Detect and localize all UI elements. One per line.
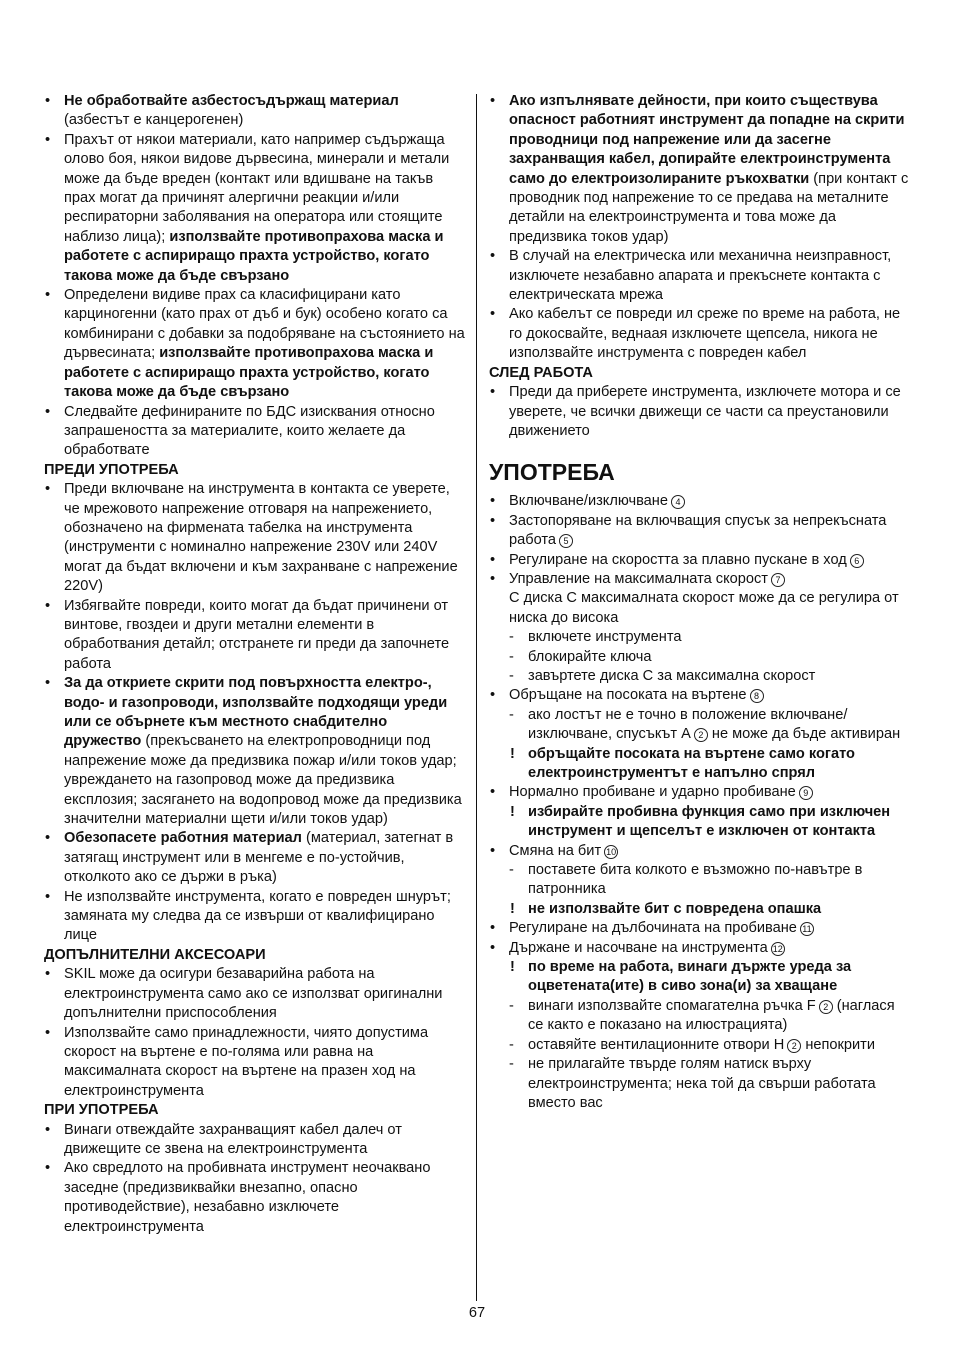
left-column bbox=[44, 92, 466, 1237]
dash-item: - поставете бита колкото е възможно по-навътре в патронника bbox=[489, 861, 911, 900]
text: SKIL може да осигури безаварийна работа на електроинструмента само ако се използват оригинални допълнителни приспособления bbox=[64, 966, 443, 1022]
text: винаги използвайте спомагателна ръчка F bbox=[528, 997, 816, 1014]
list-item bbox=[489, 247, 911, 305]
list-item bbox=[489, 842, 911, 861]
text: (азбестът е канцерогенен) bbox=[64, 112, 244, 129]
dash-item: - включете инструмента bbox=[489, 628, 911, 647]
list-item bbox=[44, 1024, 466, 1102]
bold-text: Ако изпълнявате дейности, при които съществува опасност работният инструмент да попадне на скрити проводници под напрежение или да засегне захранващия кабел, допирайте електроинструмента само до електроизолираните ръкохватки bbox=[509, 93, 905, 187]
bold-text: използвайте противопрахова маска и работете с аспириращо прахта устройство, когато такова може да бъде свързано bbox=[64, 228, 444, 284]
figure-ref-badge: 4 bbox=[671, 495, 685, 509]
figure-ref-badge: 10 bbox=[606, 846, 617, 857]
text: Преди включване на инструмента в контакта се уверете, че мрежовото напрежение отговаря на напрежението, обозначено на фирмената табелка на инструмента (инструменти с номинално напрежение 230V или 240V могат да бъдат включени и към захранване с напрежение 220V) bbox=[64, 481, 458, 595]
warning-item: ! по време на работа, винаги държте уреда за оцветената(ите) в сиво зона(и) за хващане bbox=[489, 958, 911, 997]
list-item bbox=[489, 551, 911, 570]
figure-ref-badge: 11 bbox=[800, 922, 814, 936]
text: Обръщане на посоката на въртене bbox=[509, 687, 747, 704]
dash-item: - блокирайте ключа bbox=[489, 648, 911, 667]
list-item-continuation: С диска C максималната скорост може да се регулира от ниска до висока bbox=[509, 590, 899, 626]
text: Преди да приберете инструмента, изключете мотора и се уверете, че всички движещи се части са преустановили движението bbox=[509, 384, 901, 439]
list-item bbox=[44, 965, 466, 1023]
text: Прахът от някои материали, като например съдържаща олово боя, някои видове дървесина, минерали и метали може да бъде вреден (контакт или вдишване на такъв прах могат да причинят алергични реакции и/или респираторни заболявания на оператора или стоящите наблизо лица); bbox=[64, 131, 450, 245]
section-heading-after-work: СЛЕД РАБОТА bbox=[489, 364, 593, 381]
list-item bbox=[489, 92, 911, 247]
text: Избягвайте повреди, които могат да бъдат причинени от винтове, гвоздеи и други метални елементи в обработвания детайл; отстранете ги преди да започнете работа bbox=[64, 597, 450, 672]
text: Следвайте дефинираните по БДС изисквания относно запрашеността за материалите, които желаете да обработвате bbox=[64, 403, 435, 459]
warning-item: ! избирайте пробивна функция само при изключен инструмент и щепселът е изключен от контакта bbox=[489, 803, 911, 842]
text: (наглася се както е показано на илюстрацията) bbox=[528, 997, 895, 1034]
list-item bbox=[489, 512, 911, 551]
list-item bbox=[489, 383, 911, 441]
section-heading-during-use: ПРИ УПОТРЕБА bbox=[44, 1102, 159, 1119]
text: Винаги отвеждайте захранващият кабел далеч от движещите се звена на електроинструмента bbox=[64, 1121, 402, 1157]
text: Използвайте само принадлежности, чиято допустима скорост на въртене е по-голяма или равна на максималната скорост на въртене на празен ход на електроинструмента bbox=[64, 1024, 429, 1099]
bold-text: Не обработвайте азбестосъдържащ материал bbox=[64, 93, 399, 109]
dash-item bbox=[489, 706, 911, 745]
dash-item bbox=[489, 997, 911, 1036]
text: Нормално пробиване и ударно пробиване bbox=[509, 784, 796, 801]
list-item bbox=[44, 674, 466, 829]
figure-ref-badge: 6 bbox=[850, 554, 864, 568]
list-item bbox=[44, 92, 466, 131]
list-item bbox=[44, 597, 466, 675]
text: Не използвайте инструмента, когато е повреден шнурът; замяната му следва да се извърши от квалифицирано лице bbox=[64, 888, 451, 944]
list-item bbox=[44, 480, 466, 596]
bold-text: използвайте противопрахова маска и работете с аспириращо прахта устройство, когато такова може да бъде свързано bbox=[64, 345, 434, 401]
column-divider bbox=[476, 94, 477, 1301]
list-item bbox=[44, 403, 466, 461]
figure-ref-badge: 2 bbox=[787, 1039, 801, 1053]
text: ако лостът не е точно в положение включване/ изключване, спусъкът A bbox=[528, 706, 848, 743]
dash-item: - не прилагайте твърде голям натиск върху електроинструмента; нека той да свърши работата вместо вас bbox=[489, 1055, 911, 1113]
text: Регулиране на скоростта за плавно пускане в ход bbox=[509, 551, 847, 568]
section-heading-accessories: ДОПЪЛНИТЕЛНИ АКСЕСОАРИ bbox=[44, 946, 266, 963]
list-item bbox=[489, 492, 911, 511]
figure-ref-badge: 8 bbox=[750, 689, 764, 703]
section-heading-before-use: ПРЕДИ УПОТРЕБА bbox=[44, 461, 179, 478]
list-item bbox=[44, 888, 466, 946]
list-item bbox=[44, 131, 466, 286]
bold-text: Обезопасете работния материал bbox=[64, 830, 302, 847]
list-item bbox=[489, 939, 911, 958]
list-item bbox=[44, 286, 466, 402]
text: В случай на електрическа или механична неизправност, изключете незабавно апарата и прекъснете контакта с електрическата мрежа bbox=[509, 248, 892, 304]
text: Застопоряване на включващия спусък за непрекъсната работа bbox=[509, 512, 887, 549]
list-item bbox=[44, 829, 466, 887]
list-item bbox=[489, 686, 911, 705]
list-item bbox=[489, 919, 911, 938]
text: Ако свредлото на пробивната инструмент неочаквано заседне (предизвиквайки внезапно, опасно противодействие), незабавно изключете електроинструмента bbox=[64, 1160, 431, 1235]
text: Ако кабелът се повреди ил среже по време на работа, не го докосвайте, веднаая изключете щепсела, никога не използвайте инструмента с повреден кабел bbox=[509, 306, 901, 362]
list-item bbox=[44, 1159, 466, 1237]
text: Смяна на бит bbox=[509, 842, 602, 859]
page-number: 67 bbox=[468, 1305, 486, 1321]
text: Определени видиве прах са класифицирани като карциногенни (като прах от дъб и бук) особено когато са комбинирани с добавки за подобряване на състоянието на дървесината; bbox=[64, 287, 465, 362]
figure-ref-badge: 2 bbox=[694, 728, 708, 742]
list-item bbox=[489, 783, 911, 802]
text: (материал, затегнат в затягащ инструмент или в менгеме е по-устойчив, отколкото ако се държи в ръка) bbox=[64, 830, 454, 886]
warning-item: ! обръщайте посоката на въртене само когато електроинструментът е напълно спрял bbox=[489, 745, 911, 784]
dash-item: - завъртете диска C за максимална скорост bbox=[489, 667, 911, 686]
figure-ref-badge: 12 bbox=[772, 943, 783, 954]
list-item bbox=[489, 305, 911, 363]
text: (при контакт с проводник под напрежение то се предава на металните детайли на електроинструмента и това може да предизвика токов удар) bbox=[509, 170, 909, 245]
text: непокрити bbox=[801, 1036, 876, 1053]
text: не може да бъде активиран bbox=[707, 726, 901, 743]
right-column bbox=[489, 92, 911, 1113]
text: Държане и насочване на инструмента bbox=[509, 939, 768, 956]
warning-item: ! не използвайте бит с повредена опашка bbox=[489, 900, 911, 919]
figure-ref-badge: 2 bbox=[819, 1000, 833, 1014]
dash-item bbox=[489, 1036, 911, 1055]
list-item bbox=[489, 570, 911, 589]
text: (прекъсването на електропроводници под напрежение може да предизвика пожар и/или токов удар; увреждането на газопровод може да предизвика експлозия; засягането на водопровод може да предизвика значителни материални щети и/или токов удар) bbox=[64, 733, 462, 828]
figure-ref-badge: 5 bbox=[559, 534, 573, 548]
text: Управление на максималната скорост bbox=[509, 570, 768, 587]
figure-ref-badge: 9 bbox=[799, 786, 813, 800]
text: Регулиране на дълбочината на пробиване bbox=[509, 920, 797, 937]
text: оставяйте вентилационните отвори H bbox=[528, 1036, 785, 1053]
figure-ref-badge: 7 bbox=[771, 573, 785, 587]
text: Включване/изключване bbox=[509, 493, 668, 510]
section-title-usage: УПОТРЕБА bbox=[489, 459, 615, 486]
list-item bbox=[44, 1121, 466, 1160]
bold-text: За да откриете скрити под повърхността електро-, водо- и газопроводи, използвайте подходящи уреди или се обърнете към местното снабдително дружество bbox=[64, 675, 448, 750]
